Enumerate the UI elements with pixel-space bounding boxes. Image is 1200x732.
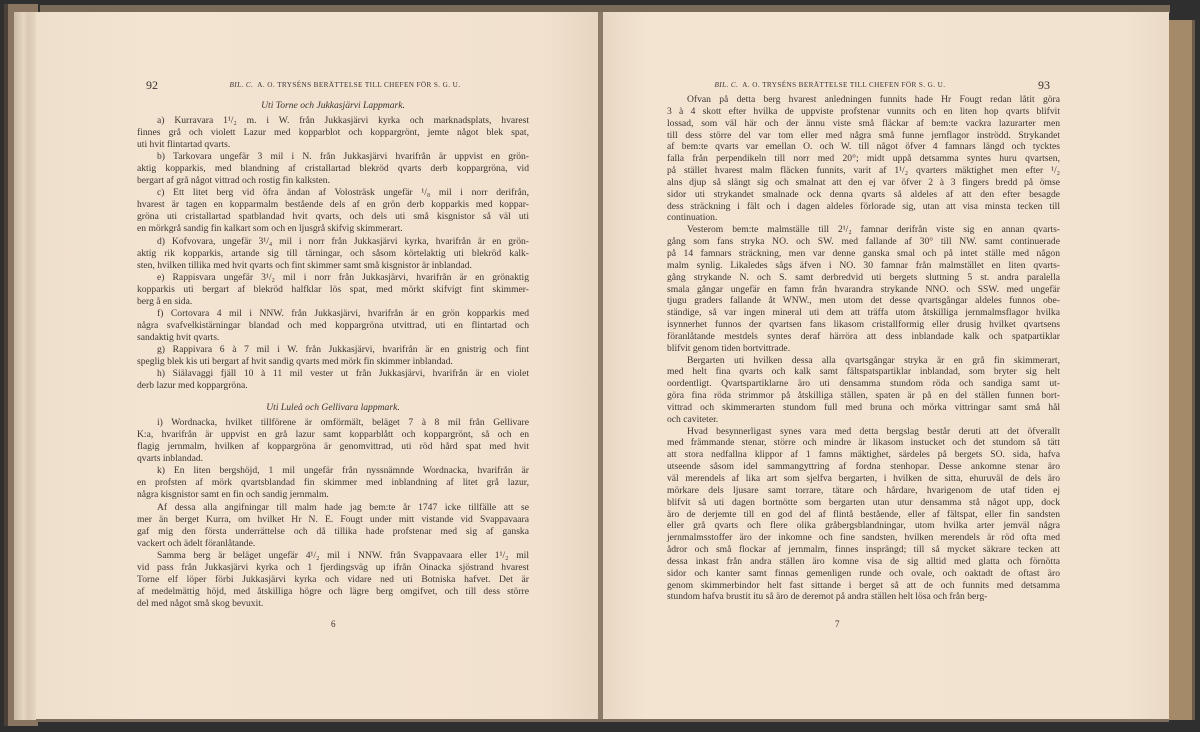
text-line: att stora nedfallna klippor af 1 famns mäktighet, särdeles på bergets SO. sida, hafva <box>667 449 1060 461</box>
left-page-body <box>137 98 529 610</box>
text-line: k) En liten bergshöjd, 1 mil ungefär från nyssnämnde Wordnacka, hvarifrån är <box>157 465 529 477</box>
running-head-prefix: BIL. C. <box>714 81 739 89</box>
paragraph <box>137 151 529 187</box>
text-line: göra fina röda strimmor på åtskilliga ställen, spaten är på en del ställen funnen bort- <box>667 390 1060 402</box>
paragraph <box>137 465 529 501</box>
text-line: smala gångar ungefär en famn från hvarandra strykande NNO. och SSW. med ungefär <box>667 283 1060 295</box>
text-line: continuation. <box>667 212 718 224</box>
right-footer-number: 7 <box>835 619 840 629</box>
text-line: del med något små skog bevuxit. <box>137 597 264 609</box>
text-line: med helt fina qvarts och kalk samt fältspatspartiklar inblandad, som bryter sig helt <box>667 366 1060 378</box>
page-stack-edge <box>14 12 38 720</box>
text-line: Vesterom bem:te malmställe till 2¹/₂ famnar derifrån viste sig en annan qvarts- <box>687 224 1060 236</box>
text-line: några kisgnistor samt en fin och sandig jernmalm. <box>137 489 329 501</box>
text-line: ådror och små flockar af jernmalm, finnes insprängd; till så mycket säkrare tecken att <box>667 544 1060 556</box>
text-line: på stället hvarest malm fläcken funnits, varit af 1¹/₂ qvarters mäktighet men efter ¹/₂ <box>667 165 1060 177</box>
paragraph <box>137 417 529 465</box>
text-line: och caviteter. <box>667 413 719 425</box>
text-line: till dess större del var tom eller med några små funne jernflagor inströdd. Strykandet <box>667 129 1060 141</box>
text-line: speglig blek kis uti bergart af hvit sandig qvarts med mörk fin skimmer inblandad. <box>137 355 453 367</box>
text-line: b) Tarkovara ungefär 3 mil i N. från Jukkasjärvi hvarifrån är uppvist en grön- <box>157 151 529 163</box>
paragraph <box>137 308 529 344</box>
text-line: tjugu graders fallande åt WNW., men utom det desse qvartsgångar aldeles funnos obe- <box>667 295 1060 307</box>
text-line: stundom hafva brustit itu så äro de deremot på andra ställen helt lösa och från berg- <box>667 591 988 603</box>
paragraph <box>667 355 1060 426</box>
text-line: några svafvelkistärningar blandad och med koppargröna utvittrad, uti en flintartad och <box>137 319 529 331</box>
text-line: K:a, hvarifrån är uppvist en grå lazur samt kopparblått och koppargrönt, så och en <box>137 429 529 441</box>
paragraph <box>137 115 529 151</box>
text-line: alns djup så slängt sig och smalnat att den ej var öfver 2 à 3 fingers bredd på ömse <box>667 176 1060 188</box>
text-line: blifvit så uti dagen bortnötte som bergarten utan utur densamma stå något upp, dock <box>667 496 1060 508</box>
book-cover-right-edge <box>1168 20 1195 720</box>
text-line: utseende såsom idel sammangyttring af fordna stenhopar. Desse ankomne stenar äro <box>667 461 1060 473</box>
text-line: 3 à 4 skott efter hvilka de uppviste profstenar vunnits och en liten hop qvarts blifvit <box>667 105 1060 117</box>
text-line: sidor uti strykandet smalnade ock denna qvarts så aldeles af att den efter besagde <box>667 188 1060 200</box>
text-line: sidor och kanter samt finnas gemenligen runde och ovale, och oaktadt de oftast äro <box>667 567 1060 579</box>
running-head-text: A. O. TRYSÉNS BERÄTTELSE TILL CHEFEN FÖR S. G. U. <box>257 81 461 89</box>
text-line: a) Kurravara 1¹/₂ m. i W. från Jukkasjärvi kyrka och marknadsplats, hvarest <box>157 115 529 127</box>
text-line: f) Cortovara 4 mil i NNW. från Jukkasjärvi, hvarifrån är en grön kopparkis med <box>157 307 529 319</box>
paragraph <box>137 236 529 272</box>
text-line: gång som fans stryka NO. och SW. med fallande af 30° till NW. samt continuerade <box>667 236 1060 248</box>
paragraph <box>137 368 529 392</box>
section-heading: Uti Torne och Jukkasjärvi Lappmark. <box>261 100 405 111</box>
text-line: Ofvan på detta berg hvarest anledningen funnits hade Hr Fougt redan låtit göra <box>687 94 1060 105</box>
text-line: i) Wordnacka, hvilket tillförene är omförmält, beläget 7 à 8 mil från Gellivare <box>157 417 529 429</box>
text-line: berg å en sida. <box>137 295 193 307</box>
text-line: finnes grå och violett Lazur med kopparblot och koppargrönt, jemte något blek spat, <box>137 127 529 139</box>
text-line: genom skimmerbindor helt fast sittande i berget så att de och funnits med detsamma <box>667 579 1060 591</box>
text-line: gröna uti cristallartad spatblandad hvit qvarts, och dels uti små kisgnistor så väl uti <box>137 211 529 223</box>
right-page-number: 93 <box>1038 78 1050 92</box>
text-line: eller grå qvarts och flere olika gråbergsblandningar, utom hvilka arter jemväl några <box>667 520 1060 532</box>
text-line: ständige, så var ingen mineral uti dem att träffa utom åtskilliga jernmalmsflagor hvilka <box>667 307 1060 319</box>
paragraph <box>137 187 529 235</box>
text-line: isynnerhet funnos der qvartsen fans likasom cristallformig eller drusig hvilket qvartsens <box>667 319 1060 331</box>
text-line: mörkare dels ljusare samt torrare, tätare och hårdare, hvarigenom de utaf tiden ej <box>667 484 1060 496</box>
text-line: vittrad och skimmerarten stundom full med bruna och mörka vittringar samt små hål <box>667 401 1060 413</box>
paragraph <box>667 426 1060 604</box>
left-footer-number: 6 <box>331 619 336 629</box>
text-line: en mörkgrå sandig fin kalkart som och en ljusgrå skifvig skimmerart. <box>137 223 403 235</box>
text-line: dessa inkast från andra ställen äro komne visa de sig alltid med glatta och förnötta <box>667 555 1060 567</box>
right-page-body <box>667 94 1060 603</box>
text-line: föranlåtande mestdels syntes deraf härröra att dess inblandade kalk och spatpartiklar <box>667 330 1060 342</box>
left-page-number: 92 <box>146 78 158 92</box>
text-line: på 14 famnars sträckning, men var denne ganska smal och på intet ställe med någon <box>667 247 1060 259</box>
text-line: en profsten af mörk qvartsblandad fin skimmer med inblandning af litet grå lazur, <box>137 477 529 489</box>
text-line: vackert och ädelt föranlåtande. <box>137 537 256 549</box>
text-line: väl merendels af lika art som sjelfva bergarten, i hvilken de sitta, ehuruväl de dels äro <box>667 473 1060 484</box>
text-line: Samma berg är beläget ungefär 4¹/₂ mil i NNW. från Svappavaara eller 1¹/₂ mil <box>157 549 529 561</box>
text-line: lossad, som väl här och der ännu viste små fläckar af bem:te vackra lazurarter men <box>667 117 1060 129</box>
text-line: bergart af grå något vittrad och rostig fin kalksten. <box>137 175 330 187</box>
running-head-prefix: BIL. C. <box>229 81 254 89</box>
text-line: falla från perpendikeln till norr med 20°; midt uppå detsamma syntes huru qvartsen, <box>667 153 1060 165</box>
text-line: med främmande stenar, större och mindre är likasom instucket och det stundom så tätt <box>667 437 1060 449</box>
text-line: af bem:te qvarts var emellan O. och W. till något öfver 4 famnars längd och tycktes <box>667 141 1060 153</box>
text-line: h) Siälavaggi fjäll 10 à 11 mil vester ut från Jukkasjärvi, hvarifrån är en violet <box>157 368 529 380</box>
text-line: e) Rappisvara ungefär 3¹/₂ mil i norr från Jukkasjärvi, hvarifrån är en grönaktig <box>157 271 529 283</box>
text-line: flagig jernmalm, hvilken af koppargröna är genomvittrad, uti röd hård spat med hvit <box>137 441 529 453</box>
paragraph <box>667 94 1060 224</box>
text-line: derb lazur med koppargröna. <box>137 380 248 392</box>
text-line: Bergarten uti hvilken dessa alla qvartsgångar stryka är en grå fin skimmerart, <box>687 354 1060 366</box>
text-line: af medelmättig höjd, med åtskilliga högre och lägre berg omgifvet, och till dess större <box>137 585 529 597</box>
text-line: kopparkis uti bergart af blekröd halfklar lös spat, med mörkt skifvigt fint skimmer- <box>137 283 529 295</box>
book-bottom-edge <box>36 719 1169 722</box>
text-line: Af dessa alla angifningar till malm hade jag bem:te år 1747 icke tillfälle att se <box>157 501 529 513</box>
text-line: blifvit genom tiden bortvittrade. <box>667 342 791 354</box>
text-line: qvarts inblandad. <box>137 453 204 465</box>
text-line: äro de derjemte till en god del af flintå bestående, eller af fältspat, eller fin sandsten <box>667 508 1060 520</box>
paragraph <box>137 502 529 550</box>
section-heading: Uti Luleå och Gellivara lappmark. <box>266 402 400 414</box>
paragraph <box>137 550 529 610</box>
text-line: hvarest är tagen en kopparmalm bestående dels af en grön derb kopparkis med koppar- <box>137 199 529 211</box>
text-line: mer än berget Kurra, om hvilket Hr N. E. Fougt under mitt vistande vid Svappavaara <box>137 513 529 525</box>
paragraph <box>137 272 529 308</box>
text-line: Torne elf löper förbi Jukkasjärvi kyrka och vidare ned uti Botniska hafvet. Det är <box>137 573 529 585</box>
left-running-head <box>145 81 545 89</box>
text-line: sandaktig hvit qvarts. <box>137 331 220 343</box>
text-line: oordentligt. Qvartspartiklarne äro uti densamma stundom röda och sandiga samt ut- <box>667 378 1060 390</box>
running-head-text: A. O. TRYSÉNS BERÄTTELSE TILL CHEFEN FÖR S. G. U. <box>742 81 946 89</box>
text-line: vid pass från Jukkasjärvi kyrka och 1 fjerdingsväg up ifrån Oinacka sjöstrand hvarest <box>137 561 529 573</box>
text-line: gång strykande N. och S. samt derbredvid uti bergets sluttning 5 st. andra paralella <box>667 271 1060 283</box>
text-line: g) Rappivara 6 à 7 mil i W. från Jukkasjärvi, hvarifrån är en gnistrig och fint <box>157 343 529 355</box>
text-line: dess sträckning i fält och i dagen aldeles förlorade sig, utan att visa minsta tecken till <box>667 200 1060 212</box>
text-line: aktig rik kopparkis, artande sig till tärningar, och såsom körtelaktig uti blekröd kalk- <box>137 247 529 259</box>
text-line: uti hvit flintartad qvarts. <box>137 139 231 151</box>
text-line: aktig kopparkis, med blandning af cristallartad blekröd qvarts derb koppargröna, vid <box>137 163 529 175</box>
text-line: c) Ett litet berg vid öfra ändan af Volosträsk ungefär ¹/₈ mil i norr derifrån, <box>157 187 529 199</box>
text-line: malm synlig. Likaledes sågs äfven i NO. 30 famnar från malmstället en liten qvarts- <box>667 259 1060 271</box>
right-running-head <box>630 81 1030 89</box>
paragraph <box>137 344 529 368</box>
text-line: jernmalmsstoffer äro der inkomne och fine sandsten, hvilken merendels är röd ofta med <box>667 532 1060 544</box>
text-line: Hvad besynnerligast synes vara med detta bergslag består deruti att det öfverallt <box>687 425 1060 437</box>
paragraph <box>667 224 1060 354</box>
text-line: gaf mig den första underrättelse och då tillika hade profstenar med sig af ganska <box>137 525 529 537</box>
text-line: sten, hvilken tillika med hvit qvarts och fint skimmer samt små kisgnistor är inblandad. <box>137 259 472 271</box>
text-line: d) Kofvovara, ungefär 3¹/₄ mil i norr från Jukkasjärvi kyrka, hvarifrån är en grön- <box>157 235 529 247</box>
